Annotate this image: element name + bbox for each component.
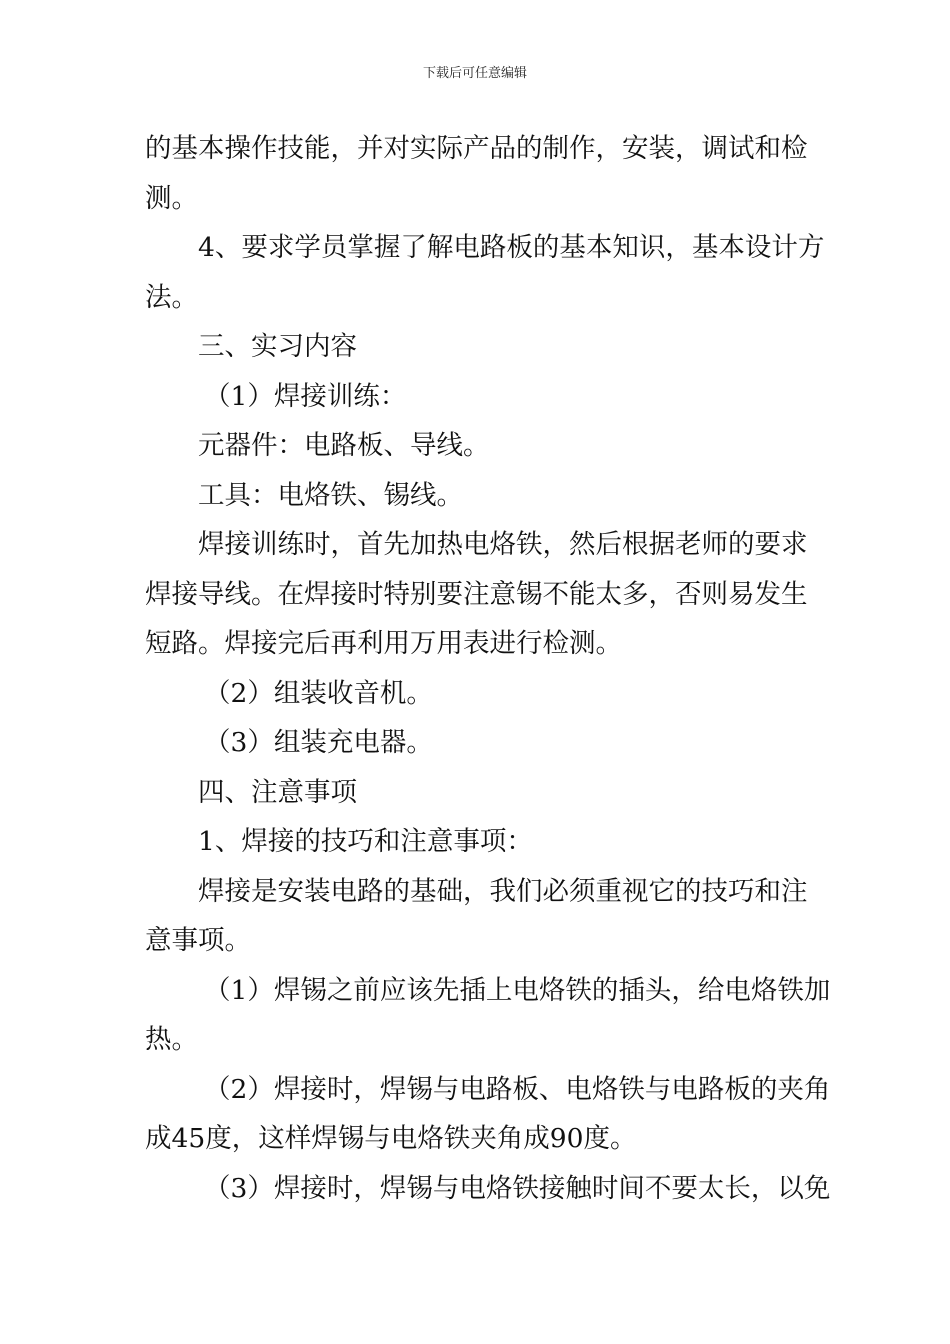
paragraph-line: （1）焊锡之前应该先插上电烙铁的插头，给电烙铁加 (204, 974, 831, 1006)
section-heading: 四、注意事项 (198, 776, 357, 808)
paragraph-line: 4、要求学员掌握了解电路板的基本知识，基本设计方 (198, 232, 825, 263)
page-header: 下载后可任意编辑 (422, 66, 527, 81)
paragraph-line: 意事项。 (145, 925, 251, 956)
paragraph-line: （2）焊接时，焊锡与电路板、电烙铁与电路板的夹角 (204, 1073, 831, 1105)
paragraph-line: 焊接导线。在焊接时特别要注意锡不能太多，否则易发生 (145, 578, 808, 610)
paragraph-line: 短路。焊接完后再利用万用表进行检测。 (145, 628, 622, 659)
section-heading: 三、实习内容 (198, 331, 357, 362)
paragraph-line: 测。 (145, 182, 198, 214)
paragraph-line: 的基本操作技能，并对实际产品的制作，安装，调试和检 (145, 133, 808, 164)
paragraph-line: 工具：电烙铁、锡线。 (198, 479, 463, 511)
subsection-heading: 1、焊接的技巧和注意事项： (198, 826, 533, 857)
subsection-heading: （1）焊接训练： (204, 380, 407, 412)
paragraph-line: （3）焊接时，焊锡与电烙铁接触时间不要太长，以免 (204, 1172, 831, 1204)
subsection-heading: （3）组装充电器。 (204, 727, 433, 758)
paragraph-line: 焊接训练时，首先加热电烙铁，然后根据老师的要求 (198, 529, 808, 560)
paragraph-line: 热。 (145, 1024, 198, 1055)
paragraph-line: 元器件：电路板、导线。 (198, 430, 490, 461)
paragraph-line: 法。 (145, 281, 198, 313)
paragraph-line: 成45度，这样焊锡与电烙铁夹角成90度。 (145, 1123, 637, 1154)
subsection-heading: （2）组装收音机。 (204, 677, 433, 709)
document-body (145, 124, 831, 1213)
paragraph-line: 焊接是安装电路的基础，我们必须重视它的技巧和注 (198, 875, 808, 907)
